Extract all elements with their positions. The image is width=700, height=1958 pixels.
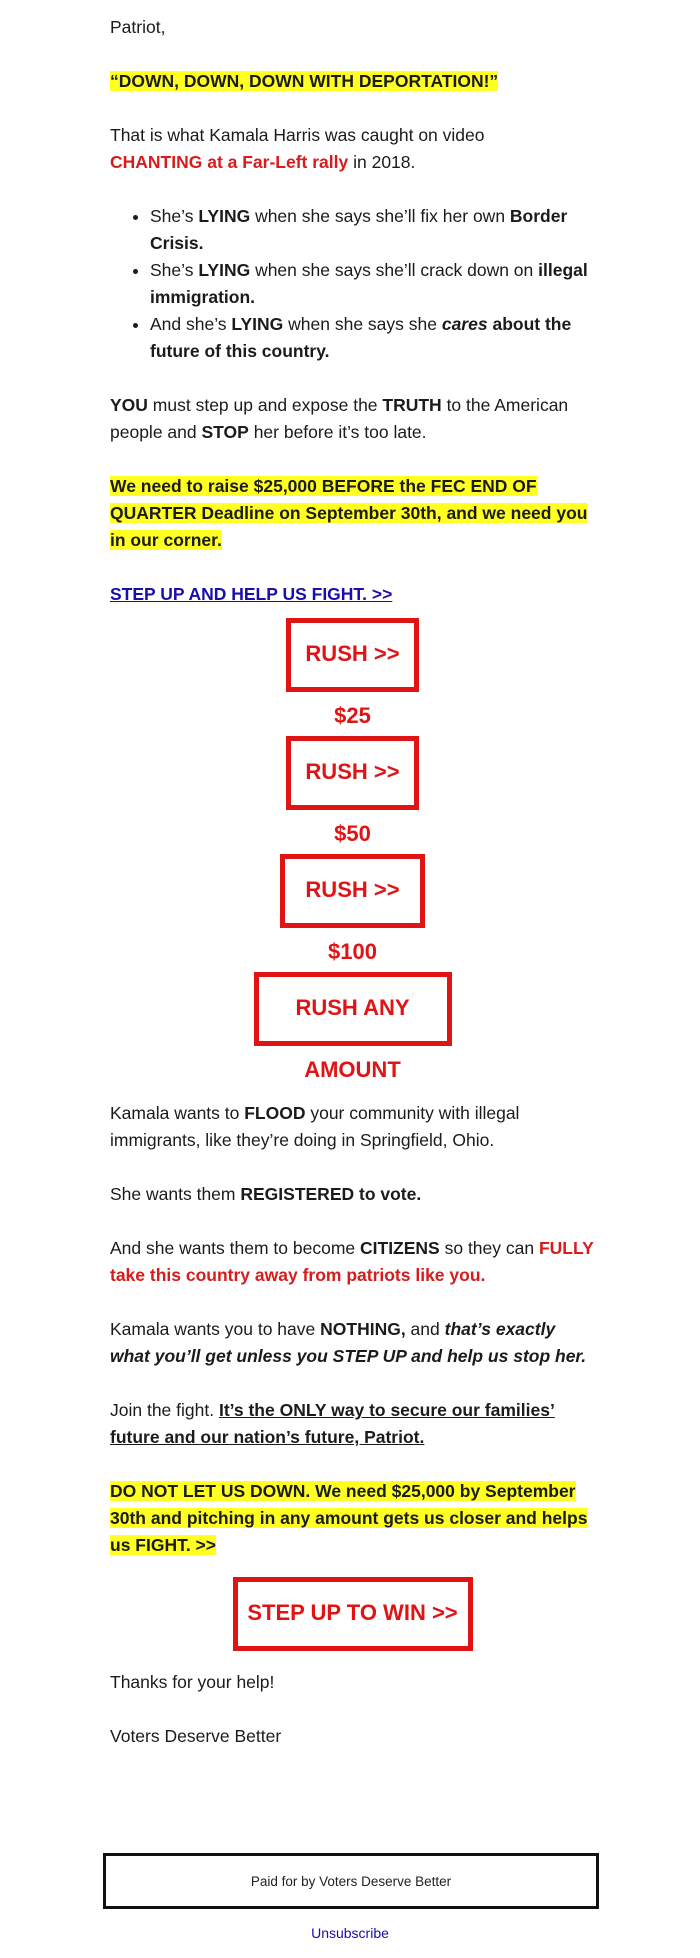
- paid-for-box: [103, 1853, 599, 1909]
- nothing-bold-italic: that’s exactly what you’ll get unless you STEP UP and help us stop her.: [110, 1319, 587, 1366]
- you-paragraph: [110, 392, 595, 446]
- join-underlined: It’s the ONLY way to secure our families’ future and our nation’s future, Patriot.: [110, 1400, 555, 1447]
- bullet-bold: illegal immigration.: [150, 260, 588, 307]
- rush-any-amount-button[interactable]: RUSH ANY AMOUNT: [254, 972, 452, 1046]
- thanks: Thanks for your help!: [110, 1672, 275, 1692]
- fight-link[interactable]: STEP UP AND HELP US FIGHT. >>: [110, 584, 393, 604]
- join-paragraph: [110, 1397, 595, 1451]
- headline: [110, 68, 595, 95]
- lying-bullet-list: [110, 203, 595, 365]
- donation-buttons: [110, 618, 595, 1082]
- bullet-bold: LYING: [231, 314, 284, 334]
- bullet-bold: Border Crisis.: [150, 206, 568, 253]
- text: and: [405, 1319, 445, 1339]
- signature: Voters Deserve Better: [110, 1726, 282, 1746]
- flood-bold: FLOOD: [244, 1103, 306, 1123]
- registered-paragraph: [110, 1181, 595, 1208]
- intro-paragraph: [110, 122, 595, 176]
- fight-link-paragraph: [110, 581, 595, 608]
- bullet-italic: cares: [441, 314, 488, 334]
- text: so they can: [439, 1238, 539, 1258]
- intro-pre: That is what Kamala Harris was caught on video: [110, 125, 485, 145]
- headline-text: “DOWN, DOWN, DOWN WITH DEPORTATION!”: [110, 71, 499, 91]
- nothing-bold: NOTHING,: [320, 1319, 406, 1339]
- text: Kamala wants you to have: [110, 1319, 321, 1339]
- text: Kamala wants to: [110, 1103, 245, 1123]
- intro-red-text: CHANTING at a Far-Left rally: [110, 152, 349, 172]
- you-bold: YOU: [110, 395, 148, 415]
- bullet-text: She’s: [150, 260, 199, 280]
- paid-for-text: Paid for by Voters Deserve Better: [250, 1873, 452, 1889]
- bullet-text: when she says she’ll crack down on: [250, 260, 539, 280]
- win-button-wrap: [110, 1577, 595, 1651]
- bullet-text: when she says she’ll fix her own: [250, 206, 510, 226]
- rush-25-button[interactable]: RUSH >> $25: [286, 618, 419, 692]
- rush-50-button[interactable]: RUSH >> $50: [286, 736, 419, 810]
- raise-highlight: We need to raise $25,000 BEFORE the FEC END OF QUARTER Deadline on September 30th, and we need you in our corner.: [110, 476, 588, 550]
- citizens-bold: CITIZENS: [360, 1238, 440, 1258]
- citizens-paragraph: [110, 1235, 595, 1289]
- donot-paragraph: [110, 1478, 595, 1559]
- bullet-bold: LYING: [198, 260, 251, 280]
- text: your community with illegal immigrants, like they’re doing in Springfield, Ohio.: [110, 1103, 520, 1150]
- flood-paragraph: [110, 1100, 595, 1154]
- truth-bold: TRUTH: [382, 395, 442, 415]
- bullet-text: when she says she: [283, 314, 442, 334]
- stop-bold: STOP: [201, 422, 249, 442]
- text: to the American people and: [110, 395, 569, 442]
- rush-100-button[interactable]: RUSH >> $100: [280, 854, 425, 928]
- text: must step up and expose the: [147, 395, 383, 415]
- list-item: [150, 203, 595, 257]
- donot-highlight: DO NOT LET US DOWN. We need $25,000 by September 30th and pitching in any amount gets us closer and helps us FIGHT. >>: [110, 1481, 588, 1555]
- bullet-bold: about the future of this country.: [150, 314, 572, 361]
- bullet-bold: LYING: [198, 206, 251, 226]
- greeting: Patriot,: [110, 17, 166, 37]
- citizens-red-text: FULLY take this country away from patriots like you.: [110, 1238, 594, 1285]
- step-up-to-win-button[interactable]: STEP UP TO WIN >>: [233, 1577, 473, 1651]
- list-item: [150, 311, 595, 365]
- raise-paragraph: [110, 473, 595, 554]
- bullet-text: She’s: [150, 206, 199, 226]
- list-item: [150, 257, 595, 311]
- nothing-paragraph: [110, 1316, 595, 1370]
- text: She wants them: [110, 1184, 241, 1204]
- unsubscribe-link[interactable]: Unsubscribe: [311, 1925, 389, 1941]
- text: her before it’s too late.: [248, 422, 427, 442]
- text: And she wants them to become: [110, 1238, 360, 1258]
- text: Join the fight.: [110, 1400, 219, 1420]
- intro-post: in 2018.: [353, 152, 416, 172]
- email-body: [110, 14, 595, 1777]
- unsubscribe-row: [0, 1925, 700, 1941]
- bullet-text: And she’s: [150, 314, 232, 334]
- registered-bold: REGISTERED to vote.: [240, 1184, 422, 1204]
